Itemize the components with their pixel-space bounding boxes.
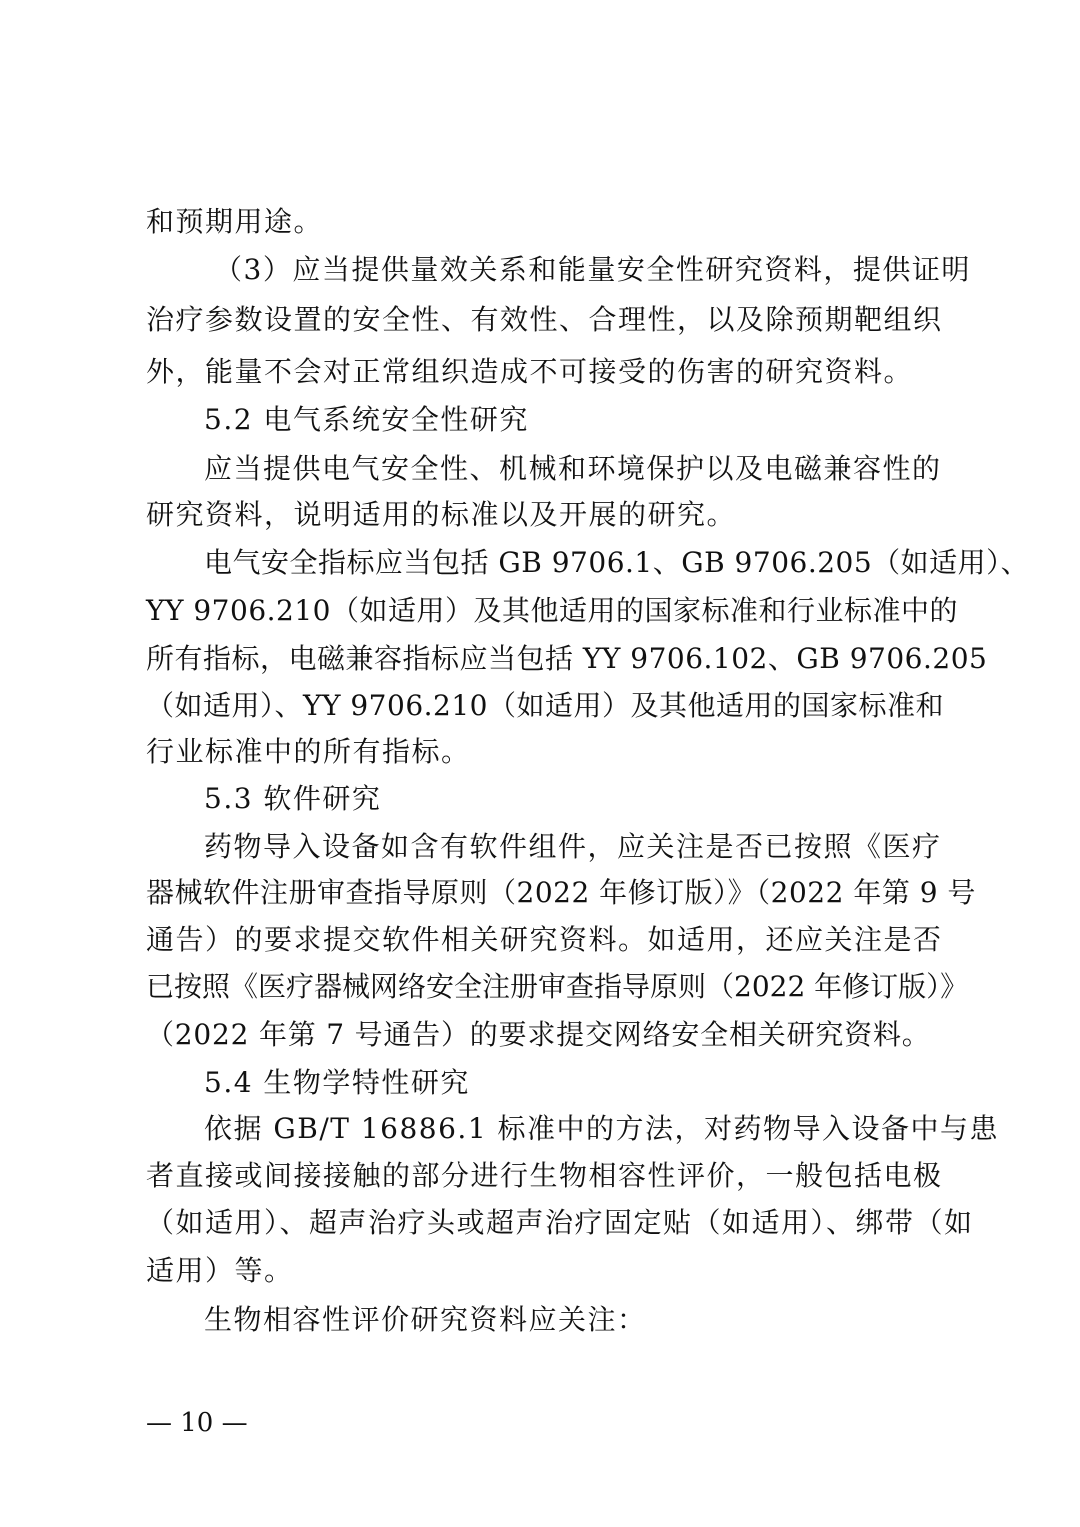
text-line-4: 外，能量不会对正常组织造成不可接受的伤害的研究资料。 xyxy=(146,355,914,388)
text-line-22: （如适用）、超声治疗头或超声治疗固定贴（如适用）、绑带（如 xyxy=(146,1206,974,1239)
section-heading-5-3: 5.3 软件研究 xyxy=(204,782,382,815)
section-heading-5-4: 5.4 生物学特性研究 xyxy=(204,1066,470,1099)
section-heading-5-2: 5.2 电气系统安全性研究 xyxy=(204,403,529,436)
text-line-10: 所有指标，电磁兼容指标应当包括 YY 9706.102、GB 9706.205 xyxy=(146,642,988,675)
text-line-3: 治疗参数设置的安全性、有效性、合理性，以及除预期靶组织 xyxy=(146,303,943,336)
text-line-12: 行业标准中的所有指标。 xyxy=(146,735,471,768)
text-line-15: 器械软件注册审查指导原则（2022 年修订版）》（2022 年第 9 号 xyxy=(146,876,976,909)
text-line-21: 者直接或间接接触的部分进行生物相容性评价，一般包括电极 xyxy=(146,1159,943,1192)
text-line-7: 研究资料，说明适用的标准以及开展的研究。 xyxy=(146,498,737,531)
text-line-18: （2022 年第 7 号通告）的要求提交网络安全相关研究资料。 xyxy=(146,1018,931,1051)
text-line-20: 依据 GB/T 16886.1 标准中的方法，对药物导入设备中与患 xyxy=(204,1112,1000,1145)
text-line-23: 适用）等。 xyxy=(146,1254,294,1287)
text-line-17: 已按照《医疗器械网络安全注册审查指导原则（2022 年修订版）》 xyxy=(146,970,969,1003)
text-line-8: 电气安全指标应当包括 GB 9706.1、GB 9706.205（如适用）、 xyxy=(204,546,1030,579)
text-line-11: （如适用）、YY 9706.210（如适用）及其他适用的国家标准和 xyxy=(146,689,944,722)
text-line-6: 应当提供电气安全性、机械和环境保护以及电磁兼容性的 xyxy=(204,452,942,485)
text-line-14: 药物导入设备如含有软件组件，应关注是否已按照《医疗 xyxy=(204,830,942,863)
text-line-9: YY 9706.210（如适用）及其他适用的国家标准和行业标准中的 xyxy=(146,594,958,627)
page-number: — 10 — xyxy=(146,1408,248,1438)
text-line-2: （3）应当提供量效关系和能量安全性研究资料，提供证明 xyxy=(214,253,971,286)
text-line-1: 和预期用途。 xyxy=(146,205,324,238)
text-line-16: 通告）的要求提交软件相关研究资料。如适用，还应关注是否 xyxy=(146,923,943,956)
text-line-24: 生物相容性评价研究资料应关注： xyxy=(204,1303,647,1336)
